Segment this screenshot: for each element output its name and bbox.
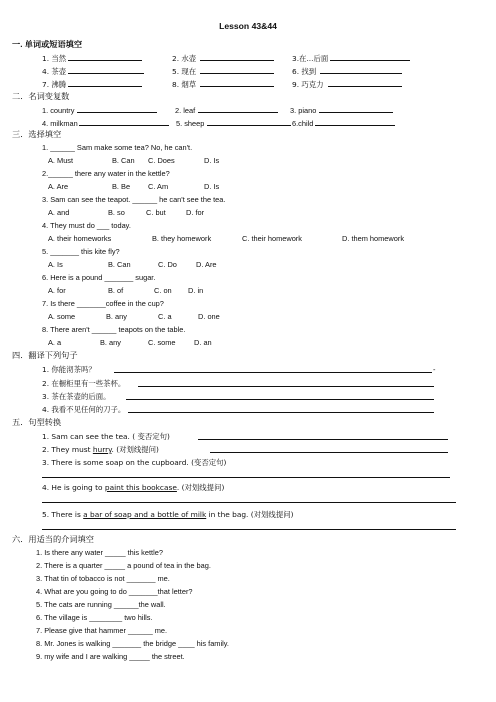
preposition-item: 2. There is a quarter _____ a pound of tea in the bag. (36, 561, 211, 570)
choice-option: B. any (100, 338, 121, 347)
section-vocab-heading: 一. 单词或短语填空 (12, 40, 83, 49)
translate-item: 2. 在橱柜里有一些茶杯。 (42, 379, 126, 388)
transform-item: 3. There is some soap on the cupboard. (变否定句) (42, 458, 227, 467)
choice-option: C. some (148, 338, 176, 347)
choice-option: A. Are (48, 182, 69, 191)
choice-option: D. them homework (342, 234, 405, 243)
answer-line (42, 502, 456, 503)
plural-item: 3. piano (290, 105, 393, 115)
plural-item: 2. leaf (175, 105, 278, 115)
choice-option: A. and (48, 208, 70, 217)
answer-line (128, 412, 434, 413)
choice-question: 2.______ there any water in the kettle? (42, 169, 170, 178)
choice-option: B. Can (108, 260, 131, 269)
section-preposition-heading: 六．用适当的介词填空 (12, 534, 94, 544)
vocab-item: 2. 水壶 (172, 53, 274, 64)
vocab-item: 6. 找到 (292, 66, 402, 77)
translate-item: 1. 你能沏茶吗？ (42, 365, 96, 374)
vocab-item: 9. 巧克力 (292, 79, 402, 90)
plural-item: 1. country (42, 105, 157, 115)
choice-option: A. a (48, 338, 62, 347)
section-transform-heading: 五．句型转换 (12, 417, 62, 427)
choice-option: B. so (108, 208, 125, 217)
answer-line (42, 477, 450, 478)
choice-option: C. Do (158, 260, 177, 269)
preposition-item: 5. The cats are running ______the wall. (36, 600, 166, 609)
choice-option: D. an (194, 338, 212, 347)
section-plural-heading: 二．名词变复数 (12, 91, 70, 101)
section-choice-heading: 三．选择填空 (12, 129, 62, 139)
choice-option: B. they homework (152, 234, 212, 243)
answer-line (42, 529, 456, 530)
choice-question: 6. Here is a pound _______ sugar. (42, 273, 156, 282)
answer-line (198, 439, 448, 440)
transform-item: 4. He is going to paint this bookcase. (对划线提问) (42, 483, 225, 492)
choice-question: 5. _______ this kite fly? (42, 247, 120, 256)
choice-option: C. their homework (242, 234, 302, 243)
choice-option: D. in (188, 286, 204, 295)
translate-item: 4. 我看不见任何的刀子。 (42, 405, 126, 414)
transform-item: 1. Sam can see the tea. ( 变否定句) (42, 432, 170, 441)
answer-line (138, 386, 434, 387)
choice-option: B. Be (112, 182, 131, 191)
choice-option: C. Am (148, 182, 169, 191)
vocab-item: 8. 烟草 (172, 79, 274, 90)
choice-option: A. their homeworks (48, 234, 112, 243)
choice-option: C. but (146, 208, 166, 217)
preposition-item: 4. What are you going to do _______that letter? (36, 587, 193, 596)
choice-option: D. Is (204, 156, 220, 165)
choice-option: A. Is (48, 260, 63, 269)
answer-line (114, 372, 432, 373)
choice-option: D. one (198, 312, 220, 321)
choice-option: D. Are (196, 260, 217, 269)
choice-option: C. a (158, 312, 172, 321)
vocab-item: 4. 茶壶 (42, 66, 144, 77)
transform-item: 2. They must hurry. (对划线提问) (42, 445, 159, 454)
transform-item: 5. There is a bar of soap and a bottle of milk in the bag. (对划线提问) (42, 510, 294, 519)
preposition-item: 7. Please give that hammer ______ me. (36, 626, 168, 635)
choice-option: A. some (48, 312, 76, 321)
plural-item: 5. sheep (176, 118, 291, 128)
choice-option: B. Can (112, 156, 135, 165)
preposition-item: 1. Is there any water _____ this kettle? (36, 548, 163, 557)
plural-item: 4. milkman (42, 118, 169, 128)
vocab-item: 5. 现在 (172, 66, 274, 77)
preposition-item: 9. my wife and I are walking _____ the street. (36, 652, 185, 661)
answer-line-mark: - (433, 365, 436, 374)
preposition-item: 6. The village is ________ two hills. (36, 613, 153, 622)
choice-option: A. Must (48, 156, 74, 165)
choice-question: 1. ______ Sam make some tea? No, he can't. (42, 143, 193, 152)
vocab-item: 7. 沸腾 (42, 79, 142, 90)
choice-option: C. on (154, 286, 172, 295)
answer-line (126, 399, 434, 400)
choice-option: A. for (48, 286, 66, 295)
vocab-item: 3.在...后面 (292, 53, 410, 64)
answer-line (210, 452, 448, 453)
preposition-item: 3. That tin of tobacco is not _______ me. (36, 574, 170, 583)
choice-option: C. Does (148, 156, 175, 165)
vocab-item: 1. 当然 (42, 53, 142, 64)
choice-question: 8. There aren't ______ teapots on the table. (42, 325, 186, 334)
choice-option: D. Is (204, 182, 220, 191)
translate-item: 3. 茶在茶壶的后面。 (42, 392, 111, 401)
page-title: Lesson 43&44 (219, 21, 277, 31)
choice-option: B. any (106, 312, 127, 321)
plural-item: 6.child (292, 118, 395, 128)
choice-question: 3. Sam can see the teapot. ______ he can't see the tea. (42, 195, 226, 204)
section-translate-heading: 四．翻译下列句子 (12, 350, 78, 360)
preposition-item: 8. Mr. Jones is walking _______ the bridge ____ his family. (36, 639, 229, 648)
choice-option: B. of (108, 286, 124, 295)
choice-question: 7. Is there _______coffee in the cup? (42, 299, 164, 308)
choice-question: 4. They must do ___ today. (42, 221, 131, 230)
choice-option: D. for (186, 208, 205, 217)
